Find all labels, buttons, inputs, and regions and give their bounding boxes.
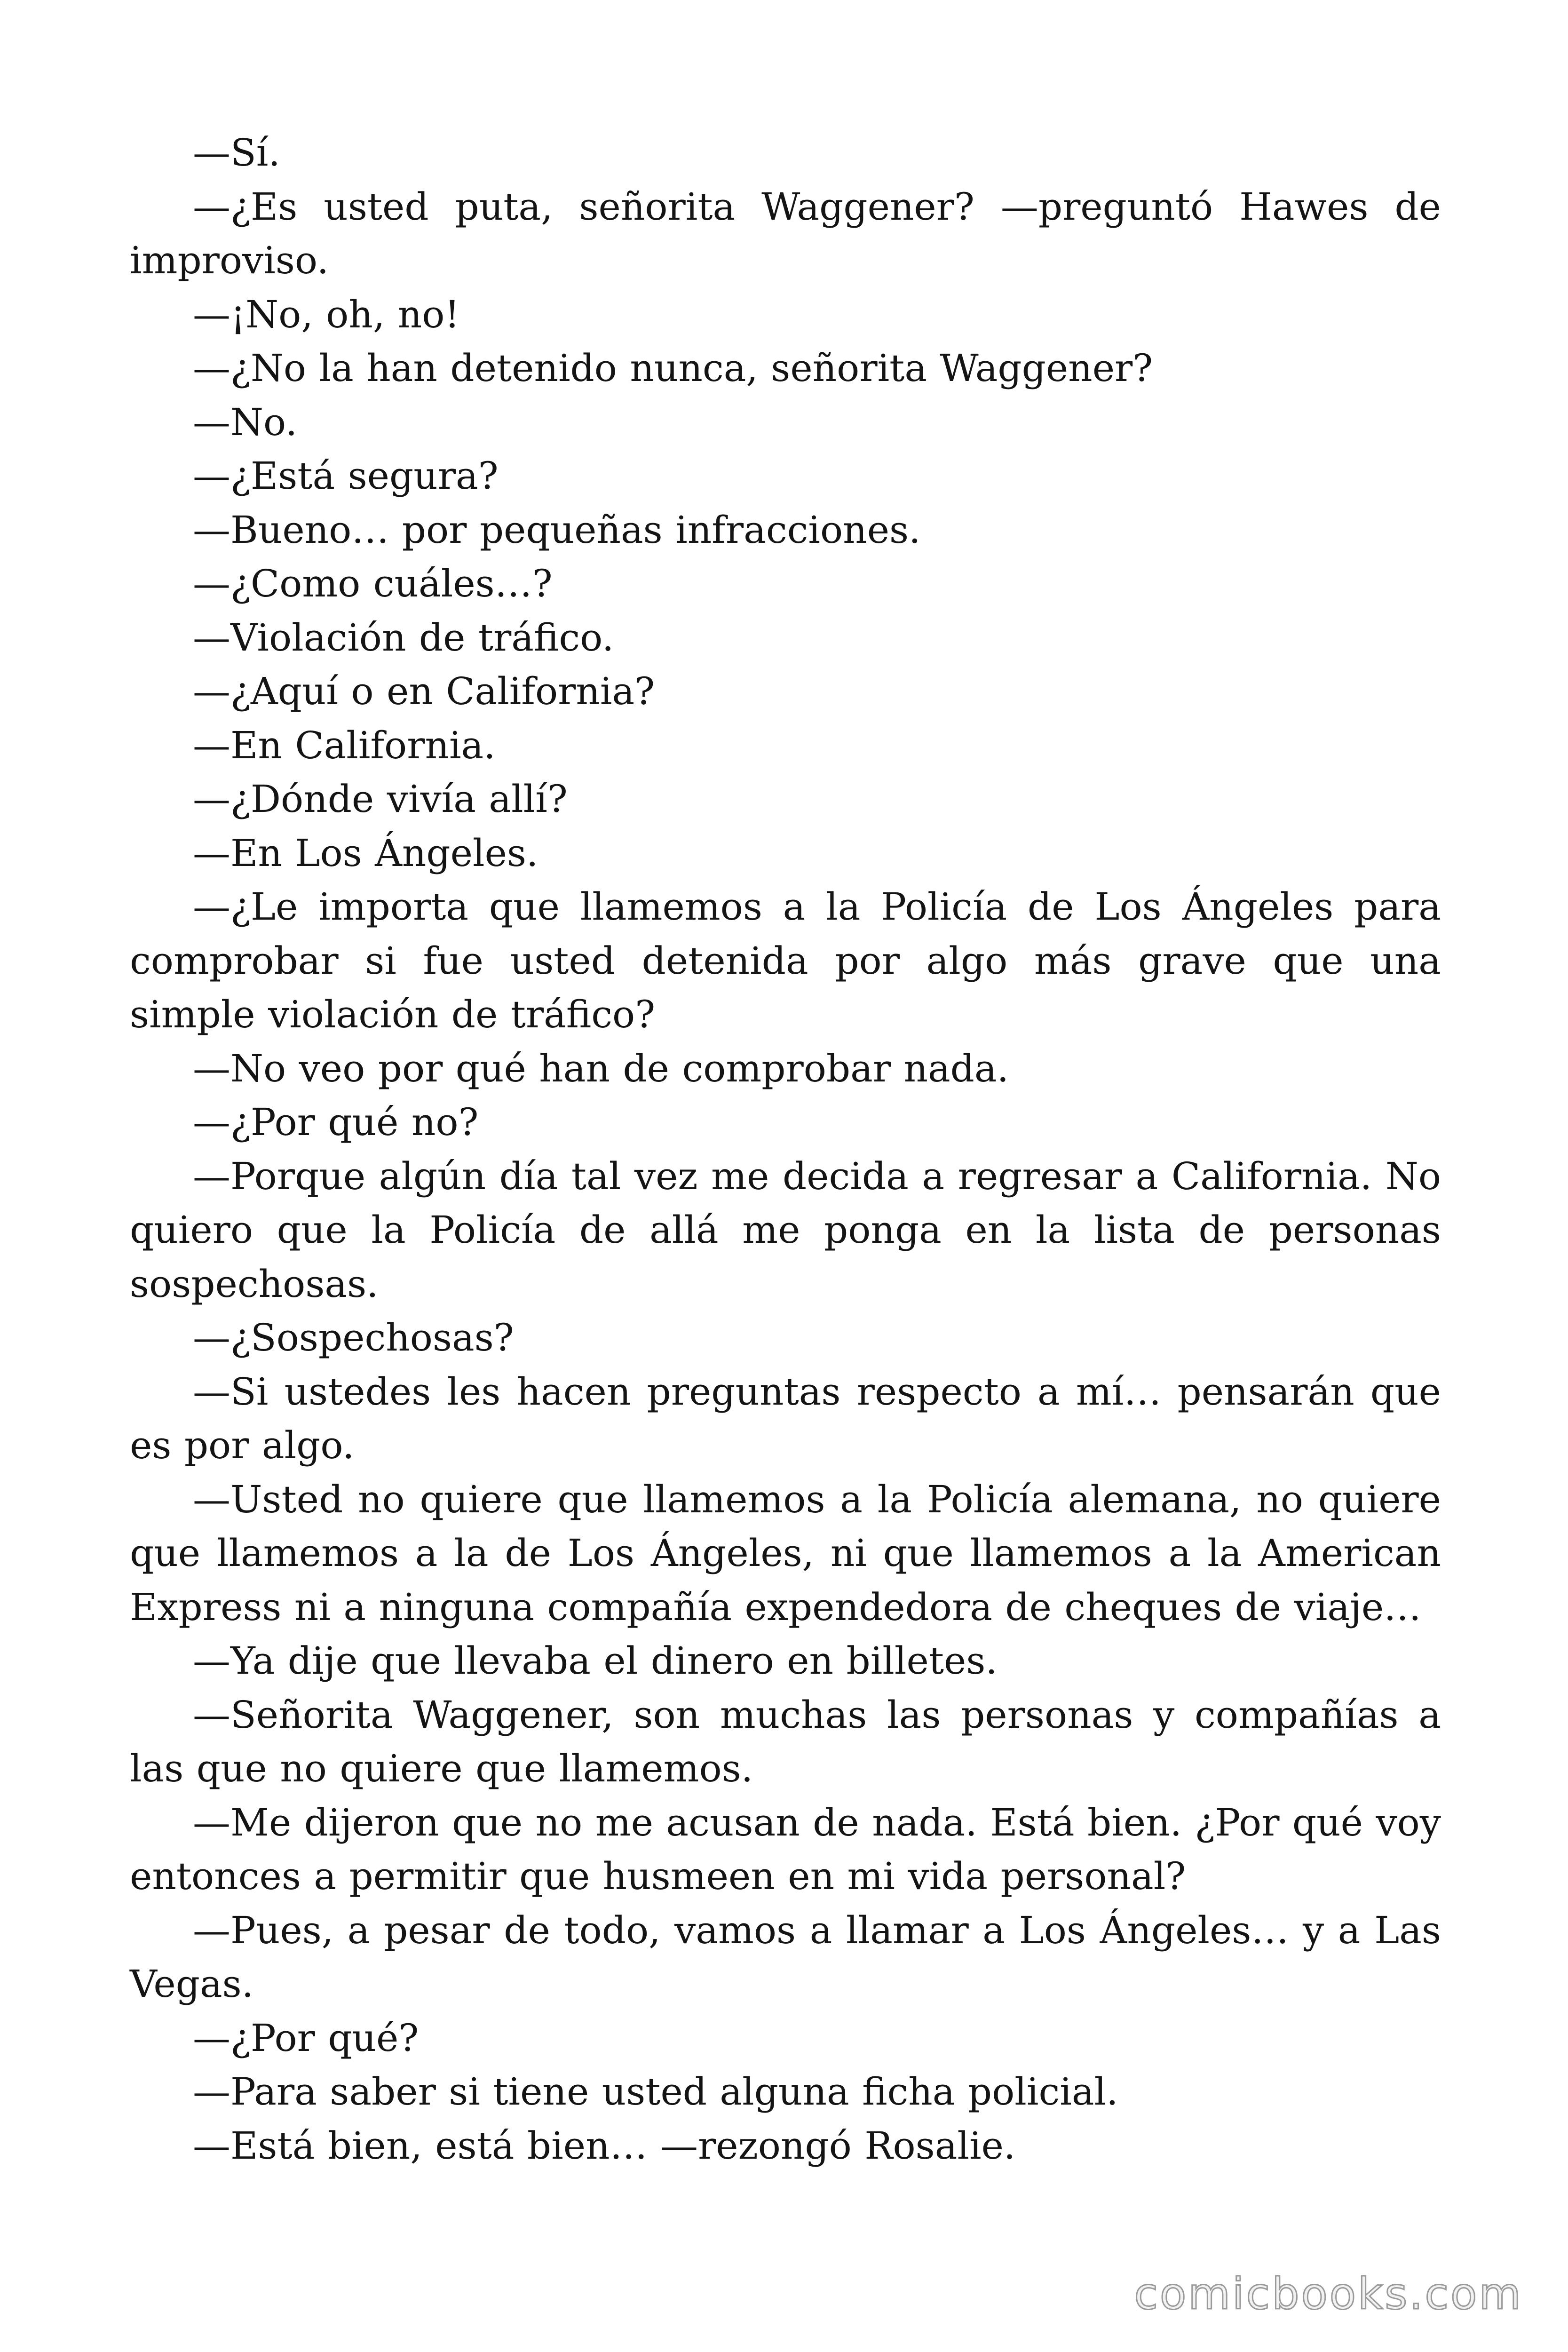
paragraph: —¿Dónde vivía allí? [193, 777, 568, 821]
paragraph: —¿Por qué? [193, 2016, 419, 2060]
paragraph: —Bueno… por pequeñas infracciones. [193, 508, 921, 552]
paragraph: —Está bien, está bien… —rezongó Rosalie. [193, 2123, 1016, 2168]
paragraph: —¿Sospechosas? [193, 1316, 514, 1359]
paragraph: —¿Está segura? [193, 454, 499, 498]
paragraph: —Si ustedes les hacen preguntas respecto a mí… pensarán que es por algo. [130, 1369, 1441, 1467]
paragraph: —¡No, oh, no! [193, 292, 460, 336]
paragraph: —Señorita Waggener, son muchas las personas y compañías a las que no quiere que llamemos. [130, 1692, 1441, 1790]
paragraph: —Pues, a pesar de todo, vamos a llamar a Los Ángeles… y a Las Vegas. [130, 1908, 1441, 2006]
paragraph: —¿Por qué no? [193, 1100, 479, 1144]
paragraph: —Ya dije que llevaba el dinero en billetes. [193, 1639, 998, 1683]
watermark-logo: comicbooks.com [1134, 2269, 1523, 2319]
paragraph: —Violación de tráfico. [193, 615, 614, 660]
paragraph: —¿No la han detenido nunca, señorita Waggener? [193, 346, 1153, 390]
paragraph: —Usted no quiere que llamemos a la Policía alemana, no quiere que llamemos a la de Los Ángeles, ni que llamemos a la American Express ni a ninguna compañía expendedora de cheques de viaje… [130, 1477, 1441, 1629]
paragraph: —Me dijeron que no me acusan de nada. Está bien. ¿Por qué voy entonces a permitir que husmeen en mi vida personal? [130, 1800, 1441, 1898]
paragraph: —Sí. [193, 131, 280, 175]
paragraph: —¿Como cuáles…? [193, 562, 553, 605]
book-page-text [130, 126, 1441, 2173]
paragraph: —Para saber si tiene usted alguna ficha policial. [193, 2070, 1118, 2114]
paragraph: —¿Le importa que llamemos a la Policía de Los Ángeles para comprobar si fue usted detenida por algo más grave que una simple violación de tráfico? [130, 885, 1441, 1036]
paragraph: —En Los Ángeles. [193, 831, 539, 875]
paragraph: —Porque algún día tal vez me decida a regresar a California. No quiero que la Policía de allá me ponga en la lista de personas sospechosas. [130, 1154, 1441, 1306]
paragraph: —En California. [193, 723, 496, 767]
paragraph: —¿Es usted puta, señorita Waggener? —preguntó Hawes de improviso. [130, 184, 1441, 282]
paragraph: —No veo por qué han de comprobar nada. [193, 1046, 1009, 1090]
paragraph: —¿Aquí o en California? [193, 669, 655, 713]
paragraph: —No. [193, 400, 298, 444]
